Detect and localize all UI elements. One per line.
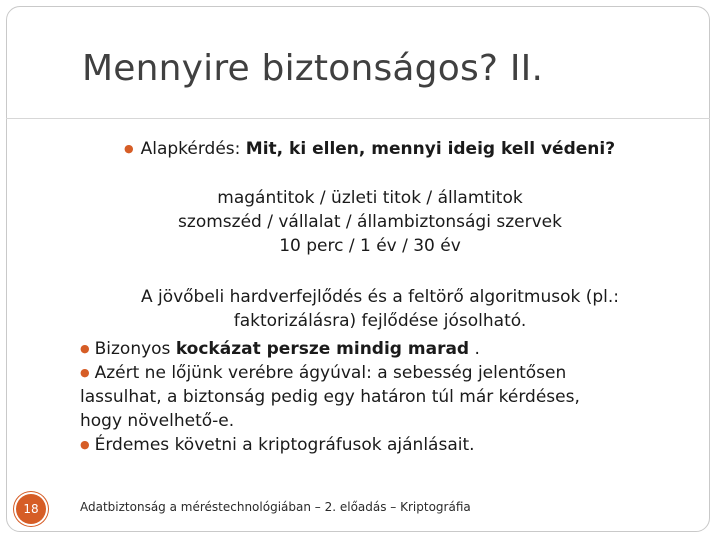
key-question-emphasis: Mit, ki ellen, mennyi ideig kell védeni? xyxy=(245,139,616,159)
slide-title: Mennyire biztonságos? II. xyxy=(82,48,544,89)
page-number-badge: 18 xyxy=(16,494,46,524)
cannon-line-2: lassulhat, a biztonság pedig egy határon túl már kérdéses, xyxy=(80,387,580,407)
list-item-cannon xyxy=(80,361,640,385)
scale-line-adversaries: szomszéd / vállalat / állambiztonsági szervek xyxy=(178,212,562,232)
bullet-list xyxy=(80,337,640,457)
bullet-icon: ● xyxy=(80,438,90,451)
cannon-line-1: Azért ne lőjünk verébre ágyúval: a sebesség jelentősen xyxy=(94,363,567,383)
scale-line-secrets: magántitok / üzleti titok / államtitok xyxy=(217,188,523,208)
key-question-prefix: Alapkérdés: xyxy=(140,139,246,159)
footer-course-text: Adatbiztonság a méréstechnológiában – 2. előadás – Kriptográfia xyxy=(80,500,471,514)
advice-text: Érdemes követni a kriptográfusok ajánlásait. xyxy=(94,435,475,455)
future-prediction-note xyxy=(80,285,680,333)
bullet-icon: ● xyxy=(80,366,90,379)
scale-line-durations: 10 perc / 1 év / 30 év xyxy=(279,236,461,256)
risk-prefix: Bizonyos xyxy=(94,339,176,359)
list-item-risk xyxy=(80,337,640,361)
bullet-icon: ● xyxy=(80,342,90,355)
title-divider xyxy=(6,118,710,119)
future-note-line-1: A jövőbeli hardverfejlődés és a feltörő algoritmusok (pl.: xyxy=(140,287,620,307)
risk-emphasis: kockázat persze mindig marad xyxy=(175,339,470,359)
list-item-advice xyxy=(80,433,640,457)
bullet-icon: ● xyxy=(124,142,134,155)
risk-suffix: . xyxy=(469,339,480,359)
cannon-line-3: hogy növelhető-e. xyxy=(80,411,235,431)
future-note-line-2: faktorizálásra) fejlődése jósolható. xyxy=(233,311,527,331)
key-question xyxy=(124,139,615,159)
protection-scale-list xyxy=(40,186,700,258)
